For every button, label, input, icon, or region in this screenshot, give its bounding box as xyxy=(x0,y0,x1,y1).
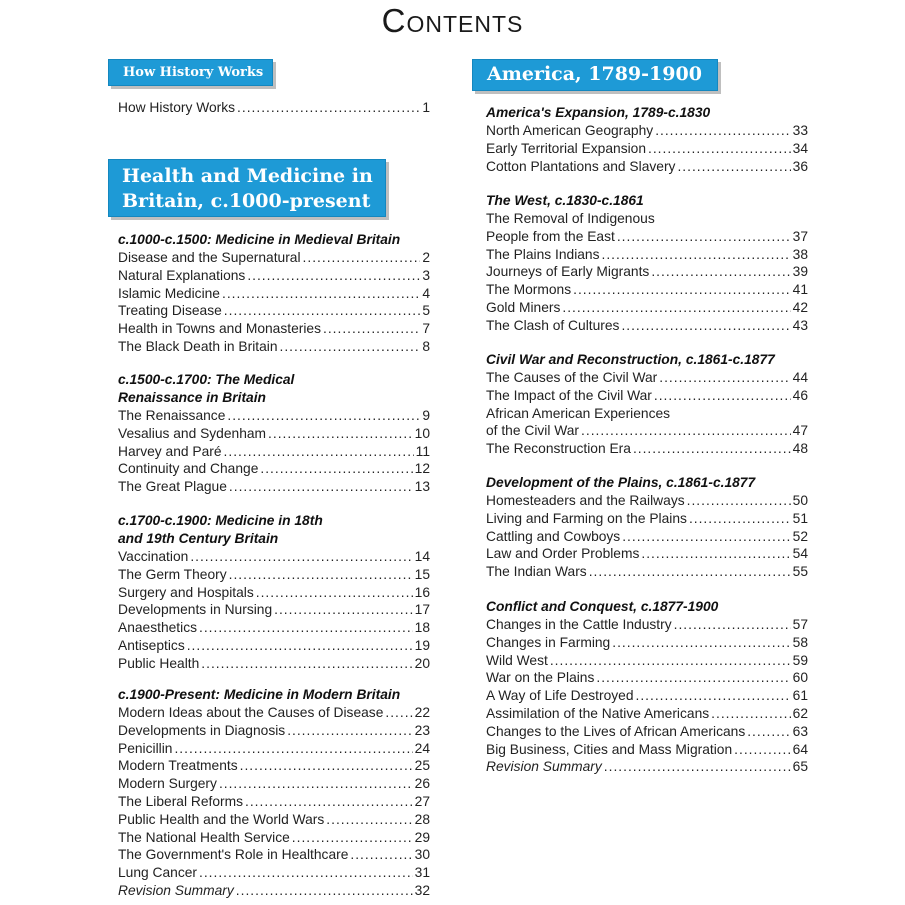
toc-entry-leader xyxy=(573,281,791,299)
toc-entry-leader xyxy=(292,829,413,847)
toc-entry[interactable] xyxy=(486,405,808,423)
toc-entry[interactable] xyxy=(118,601,430,619)
toc-entry[interactable] xyxy=(118,829,430,847)
toc-entry[interactable] xyxy=(486,210,808,228)
toc-entry-leader xyxy=(648,140,791,158)
toc-entry-page: 16 xyxy=(414,584,430,600)
toc-entry[interactable] xyxy=(118,757,430,775)
toc-entry[interactable] xyxy=(118,704,430,722)
toc-entry-label: The Reconstruction Era xyxy=(486,441,631,457)
toc-entry-page: 60 xyxy=(792,670,808,686)
toc-entry[interactable] xyxy=(486,528,808,546)
how-history-works-banner: How History Works xyxy=(108,59,273,86)
toc-entry[interactable] xyxy=(118,267,430,285)
toc-entry-label: The Plains Indians xyxy=(486,246,600,262)
america-section-civil-war xyxy=(486,351,808,458)
toc-entry-label: Law and Order Problems xyxy=(486,546,640,562)
toc-entry-label: Assimilation of the Native Americans xyxy=(486,705,710,721)
toc-entry-leader xyxy=(247,267,420,285)
toc-entry-label: A Way of Life Destroyed xyxy=(486,688,634,704)
section-title: c.1900-Present: Medicine in Modern Britain xyxy=(118,687,401,702)
toc-entry[interactable] xyxy=(486,723,808,741)
toc-entry-page: 2 xyxy=(422,250,430,265)
section-title: America's Expansion, 1789-c.1830 xyxy=(486,105,711,120)
toc-entry-label: The Causes of the Civil War xyxy=(486,370,658,385)
toc-entry-label: The Great Plague xyxy=(118,479,227,495)
toc-entry-label: Modern Ideas about the Causes of Disease xyxy=(118,705,384,720)
toc-entry-page: 41 xyxy=(792,282,808,298)
toc-entry-leader xyxy=(651,263,790,281)
toc-entry-label: Changes in the Cattle Industry xyxy=(486,617,672,632)
toc-entry[interactable] xyxy=(118,460,430,478)
toc-entry[interactable] xyxy=(118,793,430,811)
toc-entry[interactable] xyxy=(486,122,808,140)
toc-entry-page: 12 xyxy=(414,461,430,477)
toc-entry-label: The Black Death in Britain xyxy=(118,338,278,354)
toc-entry-leader xyxy=(747,723,790,741)
toc-entry-page: 29 xyxy=(414,829,430,845)
toc-entry[interactable] xyxy=(118,811,430,829)
section-title: c.1000-c.1500: Medicine in Medieval Britain xyxy=(118,232,401,247)
toc-entry-leader xyxy=(245,793,413,811)
toc-entry[interactable] xyxy=(118,864,430,882)
toc-entry-leader xyxy=(550,652,791,670)
toc-entry-page: 48 xyxy=(792,441,808,457)
toc-entry-label: Vesalius and Sydenham xyxy=(118,425,267,441)
toc-entry-page: 17 xyxy=(414,602,430,618)
toc-entry-page: 30 xyxy=(414,847,430,863)
toc-entry-page: 23 xyxy=(414,722,430,738)
toc-entry[interactable] xyxy=(118,478,430,496)
toc-entry-label: Developments in Nursing xyxy=(118,602,273,618)
toc-entry[interactable] xyxy=(118,443,430,461)
toc-entry-page: 13 xyxy=(414,479,430,495)
toc-entry[interactable] xyxy=(118,285,430,303)
toc-entry-page: 27 xyxy=(414,793,430,809)
toc-entry[interactable] xyxy=(486,492,808,510)
toc-entry-leader xyxy=(659,369,790,387)
toc-entry[interactable] xyxy=(118,249,430,267)
toc-entry-label: of the Civil War xyxy=(486,423,580,439)
toc-entry-leader xyxy=(385,704,412,722)
toc-entry-leader xyxy=(236,882,413,900)
toc-entry-leader xyxy=(287,722,412,740)
toc-entry-page: 28 xyxy=(414,811,430,827)
toc-entry[interactable] xyxy=(486,369,808,387)
health-section-renaissance xyxy=(118,371,430,496)
toc-entry-leader xyxy=(222,285,420,303)
toc-entry[interactable] xyxy=(486,616,808,634)
toc-entry-page: 20 xyxy=(414,655,430,671)
toc-entry-page: 7 xyxy=(422,321,430,337)
toc-entry-label: Cattling and Cowboys xyxy=(486,528,621,544)
section-title: The West, c.1830-c.1861 xyxy=(486,193,644,208)
toc-entry[interactable] xyxy=(486,228,808,246)
toc-entry-page: 50 xyxy=(792,493,808,508)
toc-entry-leader xyxy=(617,228,791,246)
toc-entry-label: Lung Cancer xyxy=(118,865,198,881)
toc-entry-page: 34 xyxy=(792,140,808,156)
toc-entry[interactable] xyxy=(486,510,808,528)
toc-entry-leader xyxy=(190,548,412,566)
toc-entry-label: Antiseptics xyxy=(118,637,185,653)
toc-entry[interactable] xyxy=(486,705,808,723)
america-section-plains xyxy=(486,474,808,581)
toc-entry[interactable] xyxy=(486,687,808,705)
toc-entry-label: Homesteaders and the Railways xyxy=(486,493,685,508)
toc-entry[interactable] xyxy=(486,652,808,670)
toc-entry[interactable] xyxy=(118,302,430,320)
toc-entry-label: The Clash of Cultures xyxy=(486,317,620,333)
toc-entry[interactable] xyxy=(118,637,430,655)
toc-entry-label: Gold Miners xyxy=(486,299,561,315)
health-section-modern xyxy=(118,686,430,900)
toc-entry-label: Wild West xyxy=(486,652,548,668)
toc-entry-leader xyxy=(689,510,791,528)
toc-entry-leader xyxy=(187,637,413,655)
toc-entry[interactable] xyxy=(118,407,430,425)
toc-entry[interactable] xyxy=(118,566,430,584)
toc-entry-page: 1 xyxy=(422,100,430,115)
toc-entry-label: The Germ Theory xyxy=(118,566,227,582)
toc-entry-label: Treating Disease xyxy=(118,303,222,319)
toc-entry-leader xyxy=(201,655,412,673)
toc-entry[interactable] xyxy=(486,758,808,776)
how-history-works-entries xyxy=(118,99,430,117)
toc-entry-label: How History Works xyxy=(118,100,236,115)
toc-entry-leader xyxy=(711,705,790,723)
toc-entry-page: 46 xyxy=(792,387,808,403)
toc-entry[interactable] xyxy=(118,775,430,793)
toc-entry-page: 14 xyxy=(414,549,430,564)
toc-entry-page: 24 xyxy=(414,740,430,756)
toc-entry-label: The Impact of the Civil War xyxy=(486,387,652,403)
america-section-conflict xyxy=(486,598,808,776)
health-section-medieval xyxy=(118,231,430,356)
toc-entry-page: 62 xyxy=(792,705,808,721)
toc-entry[interactable] xyxy=(486,545,808,563)
toc-entry-leader xyxy=(636,687,791,705)
toc-entry-page: 11 xyxy=(415,443,430,459)
toc-entry[interactable] xyxy=(486,299,808,317)
toc-entry-page: 37 xyxy=(792,228,808,244)
toc-entry-page: 39 xyxy=(792,264,808,280)
toc-entry-label: The Mormons xyxy=(486,282,572,298)
toc-entry-label: Natural Explanations xyxy=(118,267,246,283)
toc-entry[interactable] xyxy=(118,99,430,117)
toc-entry-page: 25 xyxy=(414,758,430,774)
toc-entry-label: The Liberal Reforms xyxy=(118,793,243,809)
toc-entry-label: People from the East xyxy=(486,228,615,244)
toc-entry-leader xyxy=(604,758,791,776)
toc-entry-label: Public Health and the World Wars xyxy=(118,811,325,827)
toc-entry-page: 4 xyxy=(422,285,430,301)
toc-entry-page: 63 xyxy=(792,723,808,739)
toc-entry[interactable] xyxy=(118,846,430,864)
toc-entry-label: Big Business, Cities and Mass Migration xyxy=(486,741,733,757)
toc-entry-leader xyxy=(224,443,414,461)
toc-entry-leader xyxy=(687,492,791,510)
toc-entry-label: Vaccination xyxy=(118,549,189,564)
toc-entry[interactable] xyxy=(486,263,808,281)
toc-entry-page: 61 xyxy=(792,688,808,704)
toc-entry[interactable] xyxy=(118,320,430,338)
section-title: Conflict and Conquest, c.1877-1900 xyxy=(486,599,719,614)
toc-entry[interactable] xyxy=(118,619,430,637)
toc-entry-page: 3 xyxy=(422,267,430,283)
section-title: Civil War and Reconstruction, c.1861-c.1877 xyxy=(486,352,775,367)
toc-entry-leader xyxy=(227,407,420,425)
toc-entry-page: 31 xyxy=(414,865,430,881)
toc-entry-label: Changes to the Lives of African Americans xyxy=(486,723,746,739)
toc-entry-leader xyxy=(174,740,412,758)
toc-entry[interactable] xyxy=(118,722,430,740)
health-banner-line-1: Health and Medicine in xyxy=(122,165,373,187)
toc-entry-leader xyxy=(229,478,413,496)
toc-entry-page: 19 xyxy=(414,637,430,653)
toc-entry-page: 57 xyxy=(792,617,808,632)
toc-entry-page: 52 xyxy=(792,528,808,544)
section-title: and 19th Century Britain xyxy=(118,531,279,546)
toc-entry-label: Public Health xyxy=(118,655,200,671)
toc-entry-leader xyxy=(622,528,790,546)
toc-entry[interactable] xyxy=(486,246,808,264)
toc-entry-page: 58 xyxy=(792,634,808,650)
toc-entry-page: 54 xyxy=(792,546,808,562)
toc-entry-leader xyxy=(240,757,413,775)
toc-entry-label: Living and Farming on the Plains xyxy=(486,510,687,526)
toc-entry-leader xyxy=(589,563,791,581)
toc-entry-label: Revision Summary xyxy=(486,759,602,775)
toc-entry-page: 51 xyxy=(792,510,808,526)
toc-entry-page: 65 xyxy=(792,759,808,775)
toc-entry-label: Health in Towns and Monasteries xyxy=(118,321,321,337)
toc-entry-page: 44 xyxy=(792,370,808,385)
toc-entry-label: Disease and the Supernatural xyxy=(118,250,301,265)
toc-entry-label: North American Geography xyxy=(486,123,654,138)
health-medicine-banner xyxy=(108,159,386,217)
section-title: Development of the Plains, c.1861-c.1877 xyxy=(486,475,756,490)
toc-entry-leader xyxy=(323,320,420,338)
toc-entry-label: Modern Treatments xyxy=(118,758,238,774)
toc-entry-leader xyxy=(326,811,412,829)
toc-entry-page: 36 xyxy=(792,158,808,174)
toc-entry-leader xyxy=(350,846,412,864)
toc-entry-leader xyxy=(655,122,790,140)
toc-entry[interactable] xyxy=(118,882,430,900)
toc-entry-label: Surgery and Hospitals xyxy=(118,584,254,600)
toc-entry-leader xyxy=(612,634,790,652)
toc-entry[interactable] xyxy=(486,140,808,158)
toc-entry[interactable] xyxy=(118,425,430,443)
toc-entry-leader xyxy=(256,584,413,602)
toc-entry-leader xyxy=(602,246,791,264)
toc-entry[interactable] xyxy=(486,563,808,581)
toc-entry[interactable] xyxy=(486,741,808,759)
toc-entry-leader xyxy=(237,99,420,117)
toc-entry[interactable] xyxy=(118,548,430,566)
toc-entry-leader xyxy=(224,302,421,320)
toc-entry[interactable] xyxy=(486,422,808,440)
toc-entry-label: Islamic Medicine xyxy=(118,285,220,301)
toc-entry[interactable] xyxy=(486,158,808,176)
toc-entry-leader xyxy=(268,425,413,443)
toc-entry-label: Changes in Farming xyxy=(486,634,611,650)
toc-entry-leader xyxy=(229,566,413,584)
toc-entry-label: Modern Surgery xyxy=(118,776,217,792)
toc-entry-label: Revision Summary xyxy=(118,882,234,898)
toc-entry-label: The Government's Role in Healthcare xyxy=(118,847,349,863)
toc-entry-page: 10 xyxy=(414,425,430,441)
toc-entry-leader xyxy=(199,864,413,882)
toc-entry-leader xyxy=(621,317,790,335)
page-title: Contents xyxy=(381,2,524,39)
toc-entry[interactable] xyxy=(486,281,808,299)
toc-entry-page: 26 xyxy=(414,776,430,792)
toc-entry[interactable] xyxy=(118,655,430,673)
toc-entry-leader xyxy=(199,619,413,637)
america-banner: America, 1789-1900 xyxy=(472,59,718,91)
toc-entry-leader xyxy=(274,601,413,619)
toc-entry-label: Cotton Plantations and Slavery xyxy=(486,158,676,174)
toc-entry-page: 64 xyxy=(792,741,808,757)
toc-entry[interactable] xyxy=(486,634,808,652)
toc-entry-leader xyxy=(734,741,790,759)
toc-entry-leader xyxy=(581,422,791,440)
toc-entry-label: The Renaissance xyxy=(118,408,226,423)
toc-entry-leader xyxy=(654,387,791,405)
toc-entry-leader xyxy=(674,616,791,634)
toc-entry[interactable] xyxy=(486,669,808,687)
toc-entry-leader xyxy=(633,440,791,458)
america-section-expansion xyxy=(486,104,808,175)
toc-entry-page: 42 xyxy=(792,299,808,315)
health-banner-line-2: Britain, c.1000-present xyxy=(122,190,371,212)
toc-entry-label: Early Territorial Expansion xyxy=(486,140,647,156)
toc-entry-leader xyxy=(219,775,413,793)
toc-entry-label: Continuity and Change xyxy=(118,461,259,477)
health-section-18th-19th-century xyxy=(118,512,430,673)
toc-entry-label: The Indian Wars xyxy=(486,564,587,580)
toc-entry[interactable] xyxy=(486,440,808,458)
toc-entry-label: Anaesthetics xyxy=(118,620,197,636)
toc-entry-page: 22 xyxy=(414,705,430,720)
toc-entry-label: Developments in Diagnosis xyxy=(118,722,286,738)
toc-entry-label: The National Health Service xyxy=(118,829,290,845)
toc-entry-label: The Removal of Indigenous xyxy=(486,211,655,226)
toc-entry-leader xyxy=(641,545,790,563)
toc-entry-page: 59 xyxy=(792,652,808,668)
toc-entry-label: Harvey and Paré xyxy=(118,443,222,459)
toc-entry-page: 32 xyxy=(414,882,430,898)
america-section-west xyxy=(486,192,808,335)
toc-entry-page: 5 xyxy=(422,303,430,319)
toc-entry-leader xyxy=(303,249,421,267)
toc-entry-page: 8 xyxy=(422,338,430,354)
toc-entry-leader xyxy=(677,158,790,176)
toc-entry-label: Penicillin xyxy=(118,740,173,756)
toc-entry-page: 55 xyxy=(792,564,808,580)
section-title: c.1700-c.1900: Medicine in 18th xyxy=(118,513,323,528)
toc-entry-leader xyxy=(562,299,790,317)
toc-entry-page: 47 xyxy=(792,423,808,439)
toc-entry-page: 33 xyxy=(792,123,808,138)
toc-entry-leader xyxy=(260,460,412,478)
toc-entry[interactable] xyxy=(118,740,430,758)
toc-entry-label: War on the Plains xyxy=(486,670,595,686)
toc-entry[interactable] xyxy=(486,387,808,405)
toc-entry[interactable] xyxy=(118,584,430,602)
toc-entry[interactable] xyxy=(486,317,808,335)
section-title: Renaissance in Britain xyxy=(118,390,266,405)
toc-entry-leader xyxy=(596,669,790,687)
toc-entry-page: 43 xyxy=(792,317,808,333)
toc-entry-page: 18 xyxy=(414,620,430,636)
toc-entry-page: 9 xyxy=(422,408,430,423)
section-title: c.1500-c.1700: The Medical xyxy=(118,372,295,387)
toc-entry-page: 15 xyxy=(414,566,430,582)
toc-entry-label: African American Experiences xyxy=(486,405,671,421)
toc-entry-label: Journeys of Early Migrants xyxy=(486,264,650,280)
toc-entry-leader xyxy=(280,338,421,356)
toc-entry[interactable] xyxy=(118,338,430,356)
toc-entry-page: 38 xyxy=(792,246,808,262)
